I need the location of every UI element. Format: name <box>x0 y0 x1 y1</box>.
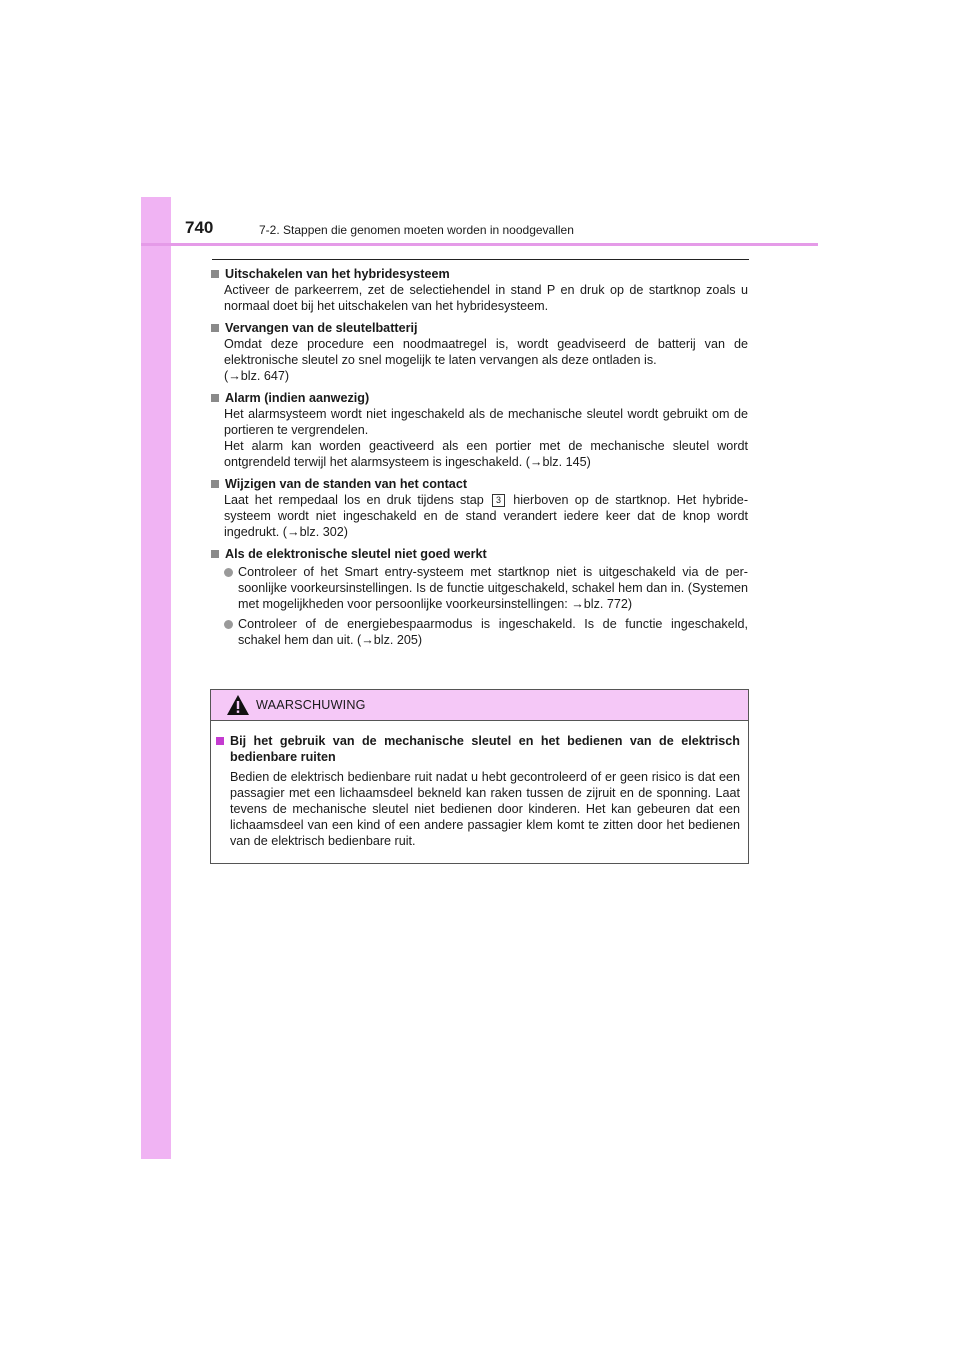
item-heading: Alarm (indien aanwezig) <box>225 391 370 405</box>
square-bullet-icon <box>211 394 219 402</box>
item-heading: Wijzigen van de standen van het contact <box>225 477 468 491</box>
list-item <box>224 616 748 648</box>
item-body-ref: (→blz. 647) <box>224 369 290 383</box>
warning-text: Bedien de elektrisch bedienbare ruit nadat u hebt gecontroleerd of er geen risico is dat een passagier met een lichaamsdeel bekneld kan raken tussen de zijruit en de sponning. Laat tevens de mechanische sleutel niet bedienen door kinderen. Het kan gebeuren dat een lichaamsdeel van een kind of een andere passagier klem komt te zitten door het bedienen van de elektrisch bedienbare ruit. <box>230 770 740 848</box>
section-title: 7-2. Stappen die genomen moeten worden in noodgevallen <box>259 223 574 237</box>
item-body: Omdat deze procedure een noodmaatregel is, wordt geadviseerd de batterij van de elektronische sleutel zo snel mogelijk te laten vervangen als deze ontladen is. <box>224 337 748 367</box>
warning-header <box>211 690 748 721</box>
round-bullet-icon <box>224 568 233 577</box>
page-sidebar-tab <box>141 197 171 1159</box>
item-key-malfunction <box>210 546 748 648</box>
item-body-2: Het alarm kan worden geactiveerd als een portier met de mechanische sleutel wordt ontgrendeld terwijl het alarmsysteem is ingeschakeld. (→blz. 145) <box>224 439 748 469</box>
item-shutdown <box>210 266 748 314</box>
item-body <box>224 492 748 540</box>
bullet-text: Controleer of de energiebespaarmodus is ingeschakeld. Is de functie ingeschakeld, schakel hem dan uit. (→blz. 205) <box>238 617 748 647</box>
round-bullet-icon <box>224 620 233 629</box>
header-rule <box>141 243 818 246</box>
warning-body <box>211 721 748 849</box>
warning-title: WAARSCHUWING <box>256 698 366 712</box>
item-body: Het alarmsysteem wordt niet ingeschakeld als de mechanische sleutel wordt gebruikt om de portieren te vergrendelen. <box>224 407 748 437</box>
square-bullet-icon <box>211 550 219 558</box>
content-top-rule <box>212 259 749 260</box>
item-body: Activeer de parkeerrem, zet de selectiehendel in stand P en druk op de startknop zoals u normaal doet bij het uitschakelen van het hybridesysteem. <box>224 283 748 313</box>
warning-heading: Bij het gebruik van de mechanische sleutel en het bedienen van de elektrisch bedienbare ruiten <box>230 734 740 764</box>
square-bullet-icon <box>211 324 219 332</box>
square-bullet-icon <box>211 270 219 278</box>
list-item <box>224 564 748 612</box>
item-ignition-modes <box>210 476 748 540</box>
square-bullet-icon <box>211 480 219 488</box>
warning-triangle-icon <box>226 694 250 716</box>
bullet-text: Controleer of het Smart entry-systeem met startknop niet is uitgeschakeld via de per-soonlijke voorkeursinstellingen. Is de functie uitgeschakeld, schakel hem dan in. (Systemen met mogelijkheden voor persoonlijke voorkeursinstellingen: →blz. 772) <box>238 565 748 611</box>
item-body-pre: Laat het rempedaal los en druk tijdens stap <box>224 493 484 507</box>
item-heading: Vervangen van de sleutelbatterij <box>225 321 418 335</box>
square-bullet-icon <box>216 737 224 745</box>
content <box>210 266 748 654</box>
page-number: 740 <box>185 218 214 237</box>
step-number-box: 3 <box>492 494 505 507</box>
item-battery <box>210 320 748 384</box>
item-heading: Uitschakelen van het hybridesysteem <box>225 267 450 281</box>
warning-box <box>210 689 749 864</box>
item-body-post: hierboven op de startknop. Het hybride-systeem wordt niet ingeschakeld en de stand verandert iedere keer dat de knop wordt ingedrukt. (→blz. 302) <box>224 493 749 539</box>
item-heading: Als de elektronische sleutel niet goed werkt <box>225 547 487 561</box>
item-alarm <box>210 390 748 470</box>
